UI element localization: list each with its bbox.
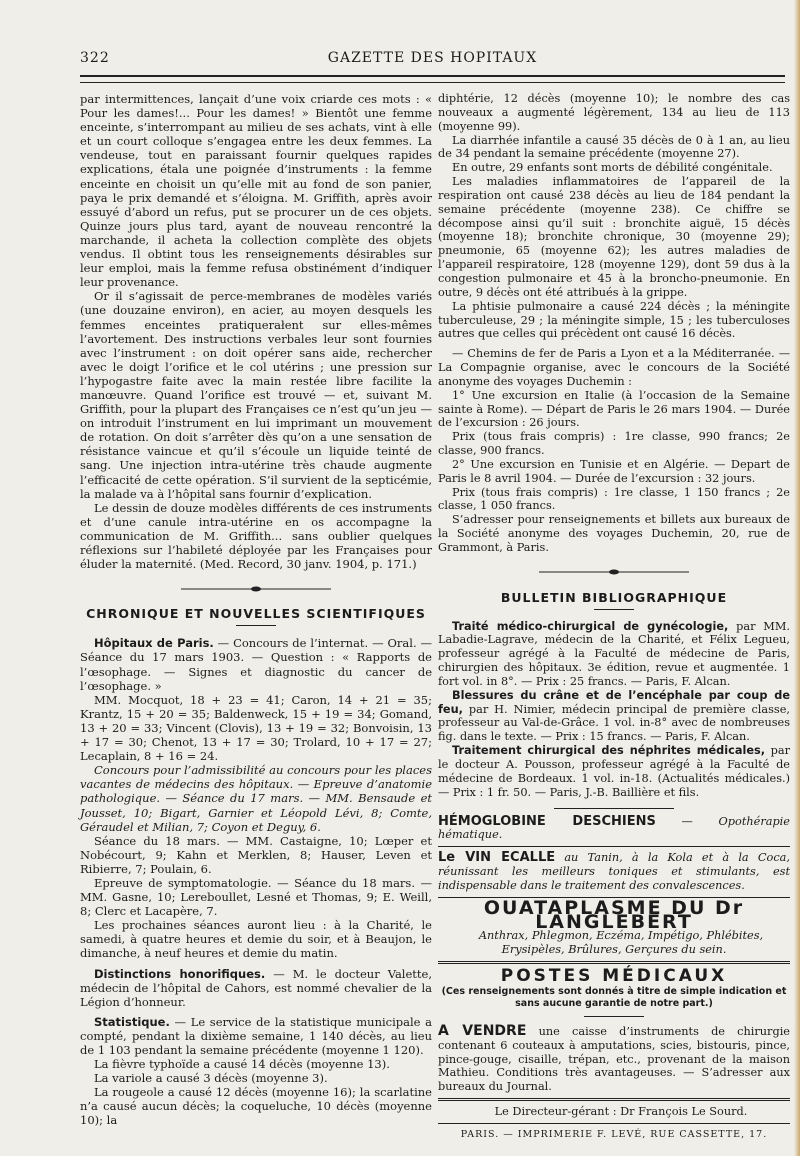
book-details: par H. Nimier, médecin principal de première classe, professeur au Val-de-Grâce. 1 vol. in-8° avec de nombreuses fig. dans le texte. — Prix : 15 francs. — Paris, F. Alcan. bbox=[438, 702, 790, 744]
article-paragraph: Prix (tous frais compris) : 1re classe, 990 francs; 2e classe, 900 francs. bbox=[438, 430, 790, 458]
book-details: par le docteur A. Pousson, professeur agrégé à la Faculté de médecine de Bordeaux. 1 vol. in-18. (Actualités médicales.) — Prix : 1 fr. 50. — Paris, J.-B. Baillière et fils. bbox=[438, 744, 790, 799]
text-distinctions: — M. le docteur Valette, médecin de l’hôpital de Cahors, est nommé chevalier de la Légion d’honneur. bbox=[80, 966, 432, 1009]
ad-vendre-lead: A VENDRE bbox=[438, 1022, 527, 1039]
page-edge bbox=[794, 0, 800, 1156]
postes-note: (Ces renseignements sont donnés à titre de simple indication et sans aucune garantie de notre part.) bbox=[441, 985, 787, 1009]
article-paragraph: S’adresser pour renseignements et billets aux bureaux de la Société anonyme des voyages Duchemin, 20, rue de Grammont, à Paris. bbox=[438, 513, 790, 554]
heading-distinctions: Distinctions honorifiques. bbox=[94, 966, 266, 981]
article-paragraph: La fièvre typhoïde a causé 14 décès (moyenne 13). bbox=[94, 1057, 390, 1072]
article-paragraph: Séance du 18 mars. — MM. Castaigne, 10; Lœper et Nobécourt, 9; Kahn et Merklen, 8; Hauser, Leven et Ribierre, 7; Poulain, 6. bbox=[80, 833, 432, 876]
article-paragraph: Or il s’agissait de perce-membranes de modèles variés (une douzaine environ), en acier, au moyen desquels les femmes enceintes pratiquerałent sur elles-mêmes l’avortement. Des instructions verbales leur sont fournies avec l’instrument : on doit opérer sans aide, rechercher avec le doigt l’orifice et le col utérins ; une pression sur l’hypogastre faite avec la main restée libre facilite la manœuvre. Quand l’orifice est trouvé — et, suivant M. Griffith, pour la plupart des Françaises ce n’est qu’un jeu — on introduit l’instrument en lui imprimant un mouvement de rotation. On doit s’arrêter dès qu’on a une sensation de résistance vaincue et qu’il s’écoule un liquide teinté de sang. Une injection intra-utérine très chaude augmente l’efficacité de cette opération. S’il survient de la septicémie, la malade va à l’hôpital sans fournir d’explication. bbox=[80, 289, 432, 501]
journal-title: GAZETTE DES HOPITAUX bbox=[327, 50, 538, 66]
article-paragraph: — Chemins de fer de Paris a Lyon et a la Méditerranée. — La Compagnie organise, avec le concours de la Société anonyme des voyages Duchemin : bbox=[438, 347, 790, 388]
heading-statistique: Statistique. bbox=[94, 1014, 170, 1029]
ad-rule-double bbox=[438, 961, 790, 964]
article-paragraph: MM. Mocquot, 18 + 23 = 41; Caron, 14 + 21 = 35; Krantz, 15 + 20 = 35; Baldenweck, 15 + 19 = 34; Gomand, 13 + 20 = 33; Vincent (Clovis), 13 + 19 = 32; Bonvoisin, 13 + 17 = 30; Chenot, 13 + 17 = 30; Trolard, 10 + 17 = 27; Lecaplain, 8 + 16 = 24. bbox=[80, 692, 432, 764]
book-title: Traitement chirurgical des néphrites médicales, bbox=[452, 744, 766, 758]
heading-hopitaux: Hôpitaux de Paris. bbox=[94, 636, 214, 651]
ad-vin-text: au Tanin, à la Kola et à la Coca, réunissant les meilleurs toniques et stimulants, est indispensable dans le traitement des convalescences. bbox=[438, 851, 790, 892]
ad-hemoglobine-title: HÉMOGLOBINE DESCHIENS bbox=[438, 813, 656, 829]
article-paragraph: La diarrhée infantile a causé 35 décès de 0 à 1 an, au lieu de 34 pendant la semaine précédente (moyenne 27). bbox=[438, 133, 790, 161]
ad-rule-double bbox=[438, 1098, 790, 1101]
article-paragraph: La variole a causé 3 décès (moyenne 3). bbox=[94, 1071, 328, 1086]
ad-vendre-text: une caisse d’instruments de chirurgie contenant 6 couteaux à amputations, scies, bistouris, pince, pince-gouge, cisaille, trépan, etc., provenant de la maison Mathieu. Conditions très avantageuses. — S’adresser aux bureaux du Journal. bbox=[438, 1024, 790, 1094]
imprimerie-line: PARIS. — IMPRIMERIE F. LEVÉ, RUE CASSETTE, 17. bbox=[460, 1129, 768, 1140]
ornament-divider bbox=[80, 581, 432, 595]
section-title-chronique: CHRONIQUE ET NOUVELLES SCIENTIFIQUES bbox=[86, 606, 426, 622]
page-number: 322 bbox=[80, 50, 110, 66]
page-header bbox=[80, 50, 785, 70]
footer-rule bbox=[438, 1123, 790, 1124]
text-statistique: — Le service de la statistique municipale a compté, pendant la dixième semaine, 1 140 décès, au lieu de 1 103 pendant la semaine précédente (moyenne 1 120). bbox=[80, 1014, 432, 1057]
article-paragraph: Epreuve de symptomatologie. — Séance du 18 mars. — MM. Gasne, 10; Lereboullet, Lesné et Thomas, 9; E. Weill, 8; Clerc et Lacapère, 7. bbox=[80, 875, 432, 919]
text-hopitaux: — Concours de l’internat. — Oral. — Séance du 17 mars 1903. — Question : « Rapports de l’œsophage. — Signes et diagnostic du cancer de l’œsophage. » bbox=[80, 636, 432, 693]
section-title-bulletin: BULLETIN BIBLIOGRAPHIQUE bbox=[500, 589, 728, 605]
ad-hemoglobine-subtitle: — Opothérapie hématique. bbox=[438, 814, 790, 842]
book-details: par MM. Labadie-Lagrave, médecin de la Charité, et Félix Legueu, professeur agrégé à la Faculté de médecine de Paris, chirurgien des hôpitaux. 3e édition, revue et augmentée. 1 fort vol. in 8°. — Prix : 25 francs. — Paris, F. Alcan. bbox=[438, 619, 790, 688]
article-paragraph: Les prochaines séances auront lieu : à la Charité, le samedi, à quatre heures et demie du soir, et à Beaujon, le dimanche, à neuf heures et demie du matin. bbox=[80, 918, 432, 961]
ad-ouataplasme-text: Anthrax, Phlegmon, Eczéma, Impétigo, Phlébites, Erysipèles, Brûlures, Gerçures du sein. bbox=[478, 929, 764, 957]
article-paragraph: Concours pour l’admissibilité au concours pour les places vacantes de médecins des hôpitaux. — Epreuve d’anatomie pathologique. — Séance du 17 mars. — MM. Bensaude et Jousset, 10; Bigart, Garnier et Léopold Lévi, 8; Comte, Géraudel et Milian, 7; Coyon et Deguy, 6. bbox=[80, 763, 432, 834]
header-rule bbox=[80, 75, 785, 77]
section-title-postes: POSTES MÉDICAUX bbox=[500, 966, 728, 987]
article-paragraph: Prix (tous frais compris) : 1re classe, 1 150 francs ; 2e classe, 1 050 francs. bbox=[438, 485, 790, 513]
ornament-divider bbox=[438, 565, 790, 579]
article-paragraph: Les maladies inflammatoires de l’appareil de la respiration ont causé 238 décès au lieu de 184 pendant la semaine précédente (moyenne 238). Ce chiffre se décompose ainsi qu’il suit : bronchite aiguë, 15 décès (moyenne 18); bronchite chronique, 30 (moyenne 29); pneumonie, 65 (moyenne 62); les autres maladies de l’appareil respiratoire, 128 (moyenne 129), dont 59 dus à la congestion pulmonaire et 45 à la broncho-pneumonie. En outre, 9 décès ont été attribués à la grippe. bbox=[438, 175, 790, 299]
book-title: Traité médico-chirurgical de gynécologie, bbox=[452, 619, 729, 633]
directeur-gerant: Le Directeur-gérant : Dr François Le Sourd. bbox=[494, 1105, 748, 1119]
ad-vin-title: Le VIN ECALLE bbox=[438, 850, 556, 866]
short-rule bbox=[236, 625, 276, 626]
article-paragraph: 1° Une excursion en Italie (à l’occasion de la Semaine sainte à Rome). — Départ de Paris le 26 mars 1904. — Durée de l’excursion : 26 jours. bbox=[438, 388, 790, 430]
left-column bbox=[80, 92, 432, 1128]
ad-rule bbox=[438, 846, 790, 847]
article-paragraph: diphtérie, 12 décès (moyenne 10); le nombre des cas nouveaux a augmenté légèrement, 134 au lieu de 113 (moyenne 99). bbox=[438, 92, 790, 133]
article-paragraph: Le dessin de douze modèles différents de ces instruments et d’une canule intra-utérine en os accompagne la communication de M. Griffith... sans oublier quelques réflexions sur l’habileté déployée par les Françaises pour éluder la maternité. (Med. Record, 30 janv. 1904, p. 171.) bbox=[80, 500, 432, 572]
short-rule bbox=[594, 609, 634, 610]
header-rule-thin bbox=[80, 82, 785, 83]
ad-ouataplasme-title: OUATAPLASME DU Dr LANGLEBERT bbox=[483, 896, 745, 933]
short-rule bbox=[584, 1016, 644, 1017]
article-paragraph: En outre, 29 enfants sont morts de débilité congénitale. bbox=[452, 161, 773, 175]
article-paragraph: La rougeole a causé 12 décès (moyenne 16); la scarlatine n’a causé aucun décès; la coqueluche, 10 décès (moyenne 10); la bbox=[80, 1085, 432, 1128]
article-paragraph: 2° Une excursion en Tunisie et en Algérie. — Depart de Paris le 8 avril 1904. — Durée de l’excursion : 32 jours. bbox=[438, 457, 790, 485]
right-column bbox=[438, 92, 790, 1142]
article-paragraph: par intermittences, lançait d’une voix criarde ces mots : « Pour les dames!... Pour les dames! » Bientôt une femme enceinte, s’interrompant au milieu de ses achats, vint à elle et un court colloque s’engagea entre les deux femmes. La vendeuse, tout en paraissant fournir quelques rapides explications, étala une poignée d’instruments : la femme enceinte en choisit un qu’elle mit au fond de son panier, paya le prix demandé et s’éloigna. M. Griffith, après avoir essuyé d’abord un refus, put se procurer un de ces objets. Quinze jours plus tard, ayant de nouveau rencontré la marchande, il acheta la collection complète des objets vendus. Il obtint tous les renseignements désirables sur leur emploi, mais la femme refusa obstinément d’indiquer leur provenance. bbox=[80, 92, 432, 290]
short-rule bbox=[554, 808, 674, 809]
article-paragraph: La phtisie pulmonaire a causé 224 décès ; la méningite tuberculeuse, 29 ; la méningite simple, 15 ; les tuberculoses autres que celles qui précèdent ont causé 16 décès. bbox=[438, 299, 790, 341]
book-title: Blessures du crâne et de l’encéphale par coup de feu, bbox=[438, 688, 790, 716]
